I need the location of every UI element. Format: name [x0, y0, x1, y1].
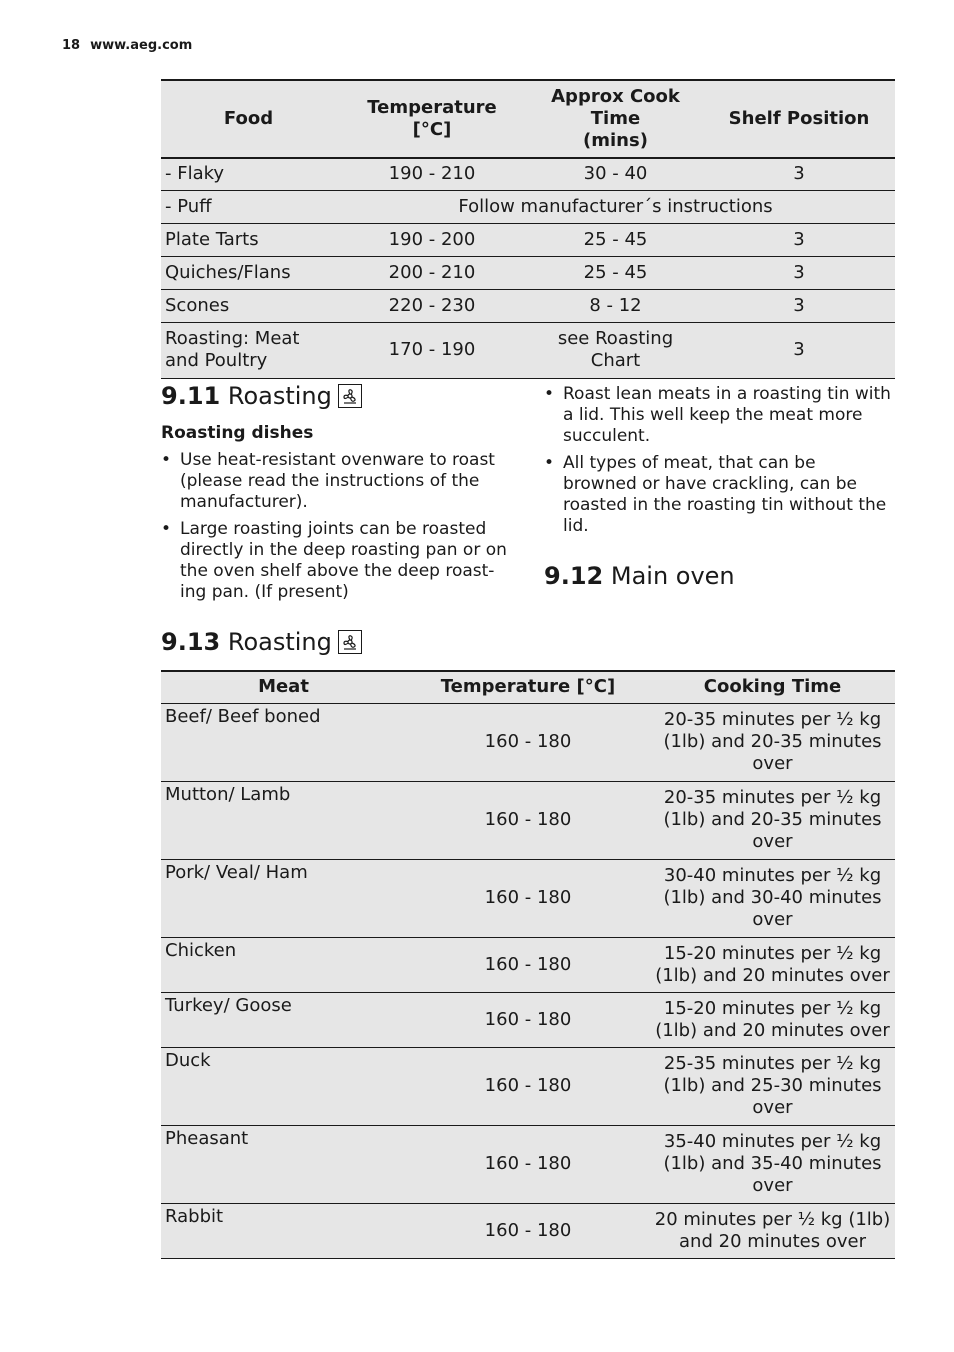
table-cell: - Flaky [161, 158, 336, 190]
left-bullet-list [161, 450, 513, 609]
table-cell: 3 [703, 223, 895, 256]
table-row [161, 703, 895, 781]
table-row [161, 1203, 895, 1258]
table-cell: 35-40 minutes per ½ kg (1lb) and 35-40 minutes over [650, 1125, 895, 1203]
table-cell: 30 - 40 [528, 158, 703, 190]
section-title: Roasting [227, 382, 332, 410]
table-cell: 160 - 180 [406, 1203, 650, 1258]
table-row [161, 289, 895, 322]
list-item: • Roast lean meats in a roasting tin with a lid. This well keep the meat more succulent. [544, 384, 894, 447]
table-cell: Duck [161, 1047, 406, 1125]
table-cell: 25 - 45 [528, 223, 703, 256]
subheading-roasting-dishes: Roasting dishes [161, 423, 314, 443]
table-cell: 160 - 180 [406, 703, 650, 781]
column-header: Approx Cook Time (mins) [528, 80, 703, 158]
table-cell: Follow manufacturer´s instructions [336, 190, 895, 223]
table-row [161, 223, 895, 256]
table-row [161, 1047, 895, 1125]
table-cell: Plate Tarts [161, 223, 336, 256]
table-cell: 160 - 180 [406, 1047, 650, 1125]
section-number: 9.13 [161, 628, 221, 656]
table-cell: 3 [703, 322, 895, 378]
section-title: Main oven [610, 562, 735, 590]
table-row [161, 256, 895, 289]
table-row [161, 859, 895, 937]
table-cell: Beef/ Beef boned [161, 703, 406, 781]
right-bullet-list [544, 384, 894, 543]
table-cell: 190 - 200 [336, 223, 528, 256]
table-cell: 30-40 minutes per ½ kg (1lb) and 30-40 minutes over [650, 859, 895, 937]
table-cell: Turkey/ Goose [161, 992, 406, 1047]
table-cell: 25-35 minutes per ½ kg (1lb) and 25-30 minutes over [650, 1047, 895, 1125]
table-cell: 3 [703, 289, 895, 322]
table-cell: Quiches/Flans [161, 256, 336, 289]
table-cell: 15-20 minutes per ½ kg (1lb) and 20 minutes over [650, 937, 895, 992]
table-header-row [161, 80, 895, 158]
table-cell: Rabbit [161, 1203, 406, 1258]
table-cell: 20 minutes per ½ kg (1lb) and 20 minutes over [650, 1203, 895, 1258]
table-cell: 15-20 minutes per ½ kg (1lb) and 20 minutes over [650, 992, 895, 1047]
list-item: • Large roasting joints can be roasted directly in the deep roasting pan or on the oven shelf above the deep roast-ing pan. (If present) [161, 519, 513, 603]
table-row [161, 158, 895, 190]
table-cell: Mutton/ Lamb [161, 781, 406, 859]
section-heading-9-12 [544, 562, 735, 590]
table-cell: 20-35 minutes per ½ kg (1lb) and 20-35 minutes over [650, 781, 895, 859]
section-title: Roasting [227, 628, 332, 656]
column-header: Shelf Position [703, 80, 895, 158]
roasting-table [161, 670, 895, 1259]
table-row [161, 190, 895, 223]
table-row [161, 992, 895, 1047]
roasting-fan-icon [338, 384, 362, 408]
table-cell: 20-35 minutes per ½ kg (1lb) and 20-35 minutes over [650, 703, 895, 781]
table-cell: 3 [703, 158, 895, 190]
section-number: 9.11 [161, 382, 221, 410]
section-heading-9-11 [161, 382, 362, 410]
table-cell: Pork/ Veal/ Ham [161, 859, 406, 937]
table-cell: 160 - 180 [406, 992, 650, 1047]
column-header: Food [161, 80, 336, 158]
table-row [161, 1125, 895, 1203]
column-header: Cooking Time [650, 671, 895, 703]
section-heading-9-13 [161, 628, 362, 656]
table-header-row [161, 671, 895, 703]
table-cell: - Puff [161, 190, 336, 223]
site-url: www.aeg.com [90, 38, 193, 53]
table-cell: 220 - 230 [336, 289, 528, 322]
table-cell: Chicken [161, 937, 406, 992]
table-row [161, 781, 895, 859]
column-header: Temperature [°C] [336, 80, 528, 158]
page-number: 18 [62, 38, 81, 53]
table-cell: see Roasting Chart [528, 322, 703, 378]
column-header: Meat [161, 671, 406, 703]
section-number: 9.12 [544, 562, 604, 590]
column-header: Temperature [°C] [406, 671, 650, 703]
list-item: • All types of meat, that can be browned or have crackling, can be roasted in the roasting tin without the lid. [544, 453, 894, 537]
table-cell: 8 - 12 [528, 289, 703, 322]
table-cell: 160 - 180 [406, 859, 650, 937]
table-row [161, 322, 895, 378]
list-item: • Use heat-resistant ovenware to roast (please read the instructions of the manufacturer). [161, 450, 513, 513]
table-cell: Roasting: Meat and Poultry [161, 322, 336, 378]
table-cell: 170 - 190 [336, 322, 528, 378]
page-header [62, 38, 192, 53]
table-row [161, 937, 895, 992]
table-cell: Scones [161, 289, 336, 322]
table-cell: 200 - 210 [336, 256, 528, 289]
table-cell: 160 - 180 [406, 781, 650, 859]
roasting-fan-icon [338, 630, 362, 654]
table-cell: 25 - 45 [528, 256, 703, 289]
baking-table [161, 79, 895, 379]
table-cell: Pheasant [161, 1125, 406, 1203]
table-cell: 160 - 180 [406, 1125, 650, 1203]
table-cell: 3 [703, 256, 895, 289]
table-cell: 190 - 210 [336, 158, 528, 190]
table-cell: 160 - 180 [406, 937, 650, 992]
